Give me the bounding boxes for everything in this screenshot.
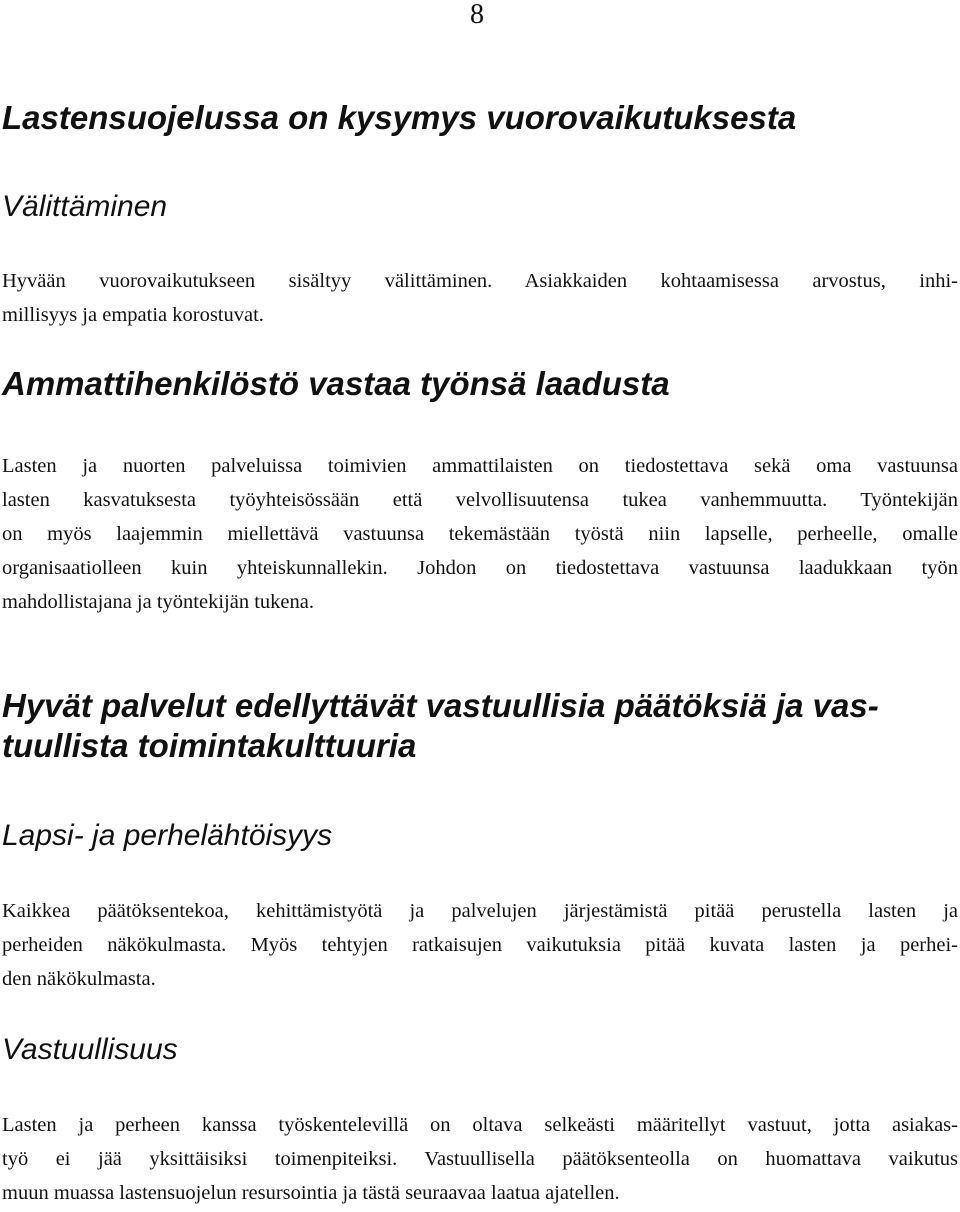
subheading-vastuullisuus: Vastuullisuus xyxy=(2,1033,178,1066)
page-number: 8 xyxy=(470,0,484,30)
paragraph-line: Hyvään vuorovaikutukseen sisältyy välittäminen. Asiakkaiden kohtaamisessa arvostus, inhi- xyxy=(2,270,958,292)
paragraph-line: työ ei jää yksittäisiksi toimenpiteiksi. Vastuullisella päätöksenteolla on huomattava vaikutus xyxy=(2,1148,958,1170)
paragraph-line: organisaatiolleen kuin yhteiskunnallekin. Johdon on tiedostettava vastuunsa laadukkaan työn xyxy=(2,557,958,579)
paragraph-line: muun muassa lastensuojelun resursointia ja tästä seuraavaa laatua ajatellen. xyxy=(2,1182,620,1204)
paragraph-line: perheiden näkökulmasta. Myös tehtyjen ratkaisujen vaikutuksia pitää kuvata lasten ja perhei- xyxy=(2,934,958,956)
paragraph-line: on myös laajemmin miellettävä vastuunsa tekemästään työstä niin lapselle, perheelle, omalle xyxy=(2,523,958,545)
paragraph-line: Lasten ja perheen kanssa työskentelevillä on oltava selkeästi määritellyt vastuut, jotta asiakas- xyxy=(2,1114,958,1136)
paragraph-lapsi-ja-perhelahtoisyys xyxy=(2,894,958,996)
paragraph-line: Kaikkea päätöksentekoa, kehittämistyötä ja palvelujen järjestämistä pitää perustella lasten ja xyxy=(2,900,958,922)
paragraph-vastuullisuus xyxy=(2,1108,958,1210)
section-heading-vastuulliset-palvelut xyxy=(2,686,879,766)
section-heading-ammattihenkilosto: Ammattihenkilöstö vastaa työnsä laadusta xyxy=(2,365,670,402)
subheading-valittaminen: Välittäminen xyxy=(2,190,168,223)
section-heading-vuorovaikutus: Lastensuojelussa on kysymys vuorovaikutuksesta xyxy=(2,99,797,136)
subheading-lapsi-ja-perhelahtoisyys: Lapsi- ja perhelähtöisyys xyxy=(2,819,333,852)
paragraph-line: lasten kasvatuksesta työyhteisössään että velvollisuutensa tukea vanhemmuutta. Työntekijän xyxy=(2,489,958,511)
heading-line: tuullista toimintakulttuuria xyxy=(2,727,417,764)
paragraph-line: mahdollistajana ja työntekijän tukena. xyxy=(2,591,314,613)
paragraph-line: Lasten ja nuorten palveluissa toimivien ammattilaisten on tiedostettava sekä oma vastuunsa xyxy=(2,455,958,477)
paragraph-valittaminen xyxy=(2,264,958,332)
paragraph-ammattihenkilosto xyxy=(2,449,958,619)
paragraph-line: den näkökulmasta. xyxy=(2,968,156,990)
paragraph-line: millisyys ja empatia korostuvat. xyxy=(2,304,264,326)
heading-line: Hyvät palvelut edellyttävät vastuullisia päätöksiä ja vas- xyxy=(2,687,879,724)
